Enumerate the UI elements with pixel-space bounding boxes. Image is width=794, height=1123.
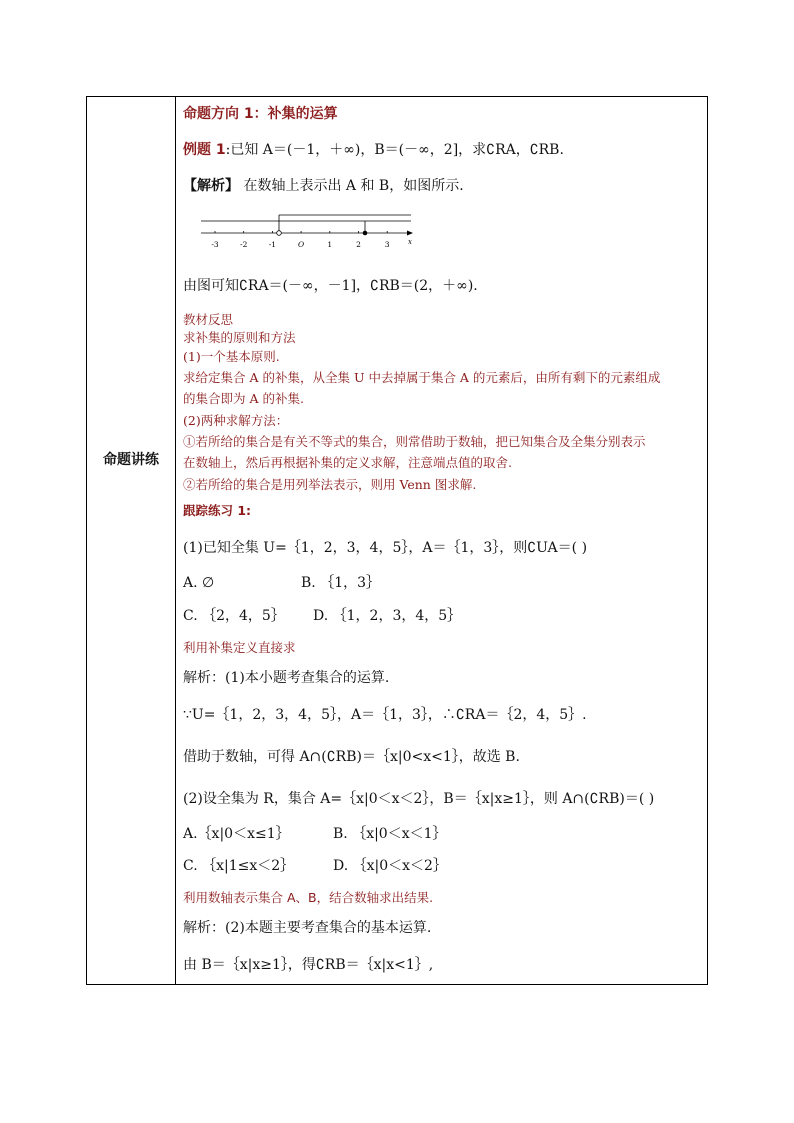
- analysis-label: 【解析】: [183, 178, 239, 194]
- left-column: [87, 97, 176, 984]
- left-label: 命题讲练: [103, 452, 159, 468]
- principle-line-2: 的集合即为 A 的补集.: [183, 391, 304, 406]
- method-line-3: ②若所给的集合是用列举法表示，则用 Venn 图求解.: [183, 477, 477, 492]
- tick-label: -2: [240, 240, 248, 249]
- reflection-title: 教材反思: [183, 312, 234, 327]
- example-line: [183, 141, 564, 159]
- axis-label: x: [408, 238, 412, 246]
- q2-solution-2: 由 B＝｛x|x≥1｝，得∁RB＝｛x|x<1｝,: [183, 957, 434, 973]
- q1-solution-1: 解析：(1)本小题考查集合的运算.: [183, 670, 390, 686]
- content-table: [86, 96, 708, 985]
- example-label: 例题 1: [183, 142, 226, 158]
- q2-option-b: B. ｛x|0＜x＜1｝: [333, 826, 447, 842]
- practice-title: 跟踪练习 1:: [183, 503, 252, 518]
- methods-title: (2)两种求解方法：: [183, 413, 289, 428]
- reflection-subtitle: 求补集的原则和方法: [183, 330, 296, 345]
- q1-option-d: D. ｛1，2，3，4，5｝: [313, 608, 462, 624]
- tick-label: O: [298, 240, 305, 249]
- principle-title: (1)一个基本原则.: [183, 349, 280, 364]
- tick-label: -3: [211, 240, 219, 249]
- q1-hint: 利用补集定义直接求: [183, 640, 296, 655]
- axis-arrow: [407, 231, 413, 236]
- q2-hint: 利用数轴表示集合 A、B，结合数轴求出结果.: [183, 890, 434, 905]
- q2-option-d: D. ｛x|0＜x＜2｝: [333, 858, 447, 874]
- tick-label: 2: [356, 240, 361, 249]
- q2-option-a: A.｛x|0＜x≤1｝: [183, 826, 290, 842]
- number-line-figure: [201, 209, 421, 255]
- q1-option-a: A. ∅: [183, 575, 215, 591]
- closed-point-b: [363, 231, 368, 236]
- example-text: :已知 A＝(－1，＋∞)，B＝(－∞，2]，求∁RA，∁RB.: [225, 142, 564, 158]
- q1-option-b: B. ｛1，3｝: [301, 575, 381, 591]
- tick-label: 1: [327, 240, 333, 249]
- tick-label: -1: [268, 240, 277, 249]
- analysis-line: [183, 177, 464, 195]
- method-line-2: 在数轴上，然后再根据补集的定义求解，注意端点值的取舍.: [183, 455, 512, 470]
- q1-solution-2: ∵U=｛1，2，3，4，5｝，A＝｛1，3｝，∴∁RA＝｛2，4，5｝.: [183, 707, 587, 723]
- analysis-text: 在数轴上表示出 A 和 B，如图所示.: [239, 178, 464, 194]
- q2-text: (2)设全集为 R，集合 A=｛x|0＜x＜2｝，B＝｛x|x≥1｝，则 A∩(∁RB)＝( ): [183, 791, 655, 807]
- section-heading: 命题方向 1：补集的运算: [183, 106, 338, 122]
- q1-text: (1)已知全集 U=｛1，2，3，4，5｝，A＝｛1，3｝，则∁UA＝( ): [183, 540, 588, 556]
- method-line-1: ①若所给的集合是有关不等式的集合，则常借助于数轴，把已知集合及全集分别表示: [183, 434, 646, 449]
- q1-option-c: C. ｛2，4，5｝: [183, 608, 285, 624]
- q1-solution-3: 借助于数轴，可得 A∩(∁RB)＝｛x|0<x<1｝，故选 B.: [183, 749, 520, 765]
- result-line: 由图可知∁RA＝(－∞，－1]，∁RB＝(2，＋∞).: [183, 278, 478, 294]
- tick-label: 3: [384, 240, 390, 249]
- principle-line-1: 求给定集合 A 的补集，从全集 U 中去掉属于集合 A 的元素后，由所有剩下的元素组成: [183, 370, 661, 385]
- q2-option-c: C. ｛x|1≤x＜2｝: [183, 858, 295, 874]
- q2-solution-1: 解析：(2)本题主要考查集合的基本运算.: [183, 920, 432, 936]
- open-point-a: [277, 231, 282, 236]
